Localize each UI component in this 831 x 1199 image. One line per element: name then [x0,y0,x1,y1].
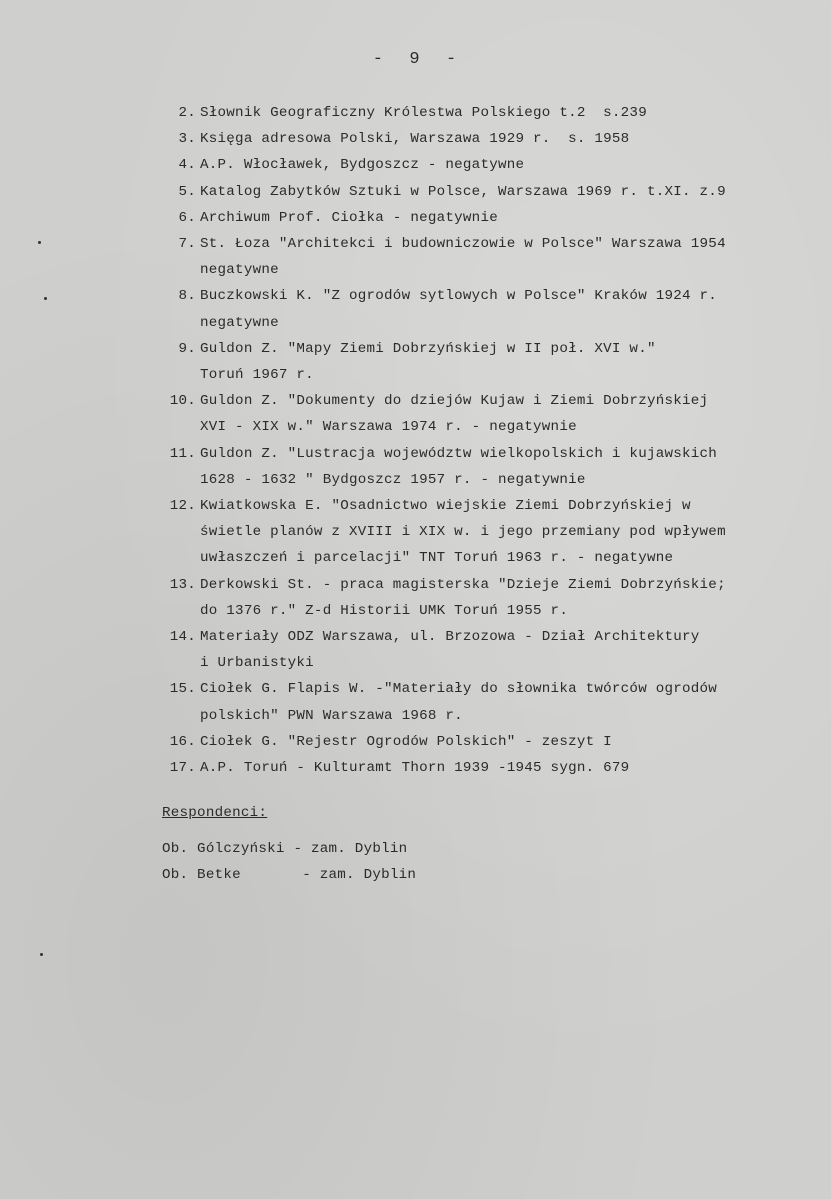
reference-number: 15. [169,681,196,698]
reference-line: Buczkowski K. "Z ogrodów sytlowych w Polsce" Kraków 1924 r. [200,288,718,305]
reference-text [200,336,831,388]
reference-line: A.P. Włocławek, Bydgoszcz - negatywne [200,157,525,174]
reference-number: 5. [178,183,196,200]
reference-text [200,493,831,572]
reference-line: Księga adresowa Polski, Warszawa 1929 r. s. 1958 [200,131,630,148]
reference-item [158,336,831,388]
reference-number: 7. [178,236,196,253]
reference-line: A.P. Toruń - Kulturamt Thorn 1939 -1945 sygn. 679 [200,760,630,777]
reference-text [200,205,831,231]
reference-line: Derkowski St. - praca magisterska "Dzieje Ziemi Dobrzyńskie; [200,576,726,593]
reference-line: negatywne [200,314,279,331]
paper-speck [38,241,41,244]
reference-item [158,572,831,624]
reference-item [158,493,831,572]
reference-number: 8. [178,288,196,305]
reference-text [200,100,831,126]
reference-number: 12. [169,498,196,515]
reference-number: 4. [178,157,196,174]
reference-text [200,572,831,624]
reference-number: 14. [169,629,196,646]
page-number: - 9 - [372,50,459,69]
reference-text [200,126,831,152]
reference-line: Słownik Geograficzny Królestwa Polskiego t.2 s.239 [200,105,647,121]
reference-line: 1628 - 1632 " Bydgoszcz 1957 r. - negatywnie [200,471,586,488]
reference-item [158,283,831,335]
reference-item [158,624,831,676]
respondents-heading: Respondenci: [162,805,268,821]
reference-number: 9. [178,340,196,357]
reference-number: 11. [169,445,196,462]
reference-line: St. Łoza "Architekci i budowniczowie w Polsce" Warszawa 1954 [200,236,726,253]
reference-number: 6. [178,209,196,226]
reference-line: Kwiatkowska E. "Osadnictwo wiejskie Ziemi Dobrzyńskiej w [200,498,691,515]
reference-line: Guldon Z. "Dokumenty do dziejów Kujaw i Ziemi Dobrzyńskiej [200,393,709,410]
reference-line: Guldon Z. "Mapy Ziemi Dobrzyńskiej w II poł. XVI w." [200,340,656,357]
reference-number: 16. [169,733,196,750]
reference-line: do 1376 r." Z-d Historii UMK Toruń 1955 r. [200,602,569,619]
reference-item [158,441,831,493]
respondent-row: Ob. Gólczyński - zam. Dyblin [162,841,408,858]
reference-number: 3. [178,131,196,148]
reference-line: polskich" PWN Warszawa 1968 r. [200,707,463,724]
reference-line: i Urbanistyki [200,655,314,672]
reference-line: Ciołek G. "Rejestr Ogrodów Polskich" - zeszyt I [200,733,612,750]
reference-text [200,283,831,335]
reference-text [200,231,831,283]
reference-item [158,179,831,205]
reference-number: 2. [178,105,196,121]
reference-line: Ciołek G. Flapis W. -"Materiały do słownika twórców ogrodów [200,681,718,698]
reference-item [158,729,831,755]
reference-line: negatywne [200,262,279,279]
reference-item [158,126,831,152]
reference-line: Toruń 1967 r. [200,367,314,384]
reference-item [158,100,831,126]
reference-number: 13. [169,576,196,593]
reference-number: 17. [169,760,196,777]
reference-text [200,729,831,755]
respondent-row: Ob. Betke - zam. Dyblin [162,867,417,884]
reference-item [158,676,831,728]
reference-text [200,676,831,728]
reference-text [200,441,831,493]
reference-list [158,100,831,781]
paper-speck [44,297,47,300]
reference-text [200,152,831,178]
reference-line: Guldon Z. "Lustracja województw wielkopolskich i kujawskich [200,445,718,462]
reference-item [158,388,831,440]
reference-item [158,755,831,781]
reference-text [200,624,831,676]
reference-item [158,231,831,283]
reference-item [158,205,831,231]
reference-number: 10. [169,393,196,410]
reference-line: uwłaszczeń i parcelacji" TNT Toruń 1963 r. - negatywne [200,550,674,567]
reference-line: Materiały ODZ Warszawa, ul. Brzozowa - Dział Architektury [200,629,700,646]
reference-line: świetle planów z XVIII i XIX w. i jego przemiany pod wpływem [200,524,726,541]
respondents-section [162,800,416,889]
reference-line: Archiwum Prof. Ciołka - negatywnie [200,209,498,226]
reference-item [158,152,831,178]
reference-text [200,388,831,440]
reference-text [200,755,831,781]
reference-line: XVI - XIX w." Warszawa 1974 r. - negatywnie [200,419,577,436]
paper-speck [40,953,43,956]
reference-line: Katalog Zabytków Sztuki w Polsce, Warszawa 1969 r. t.XI. z.9 [200,183,726,200]
reference-text [200,179,831,205]
